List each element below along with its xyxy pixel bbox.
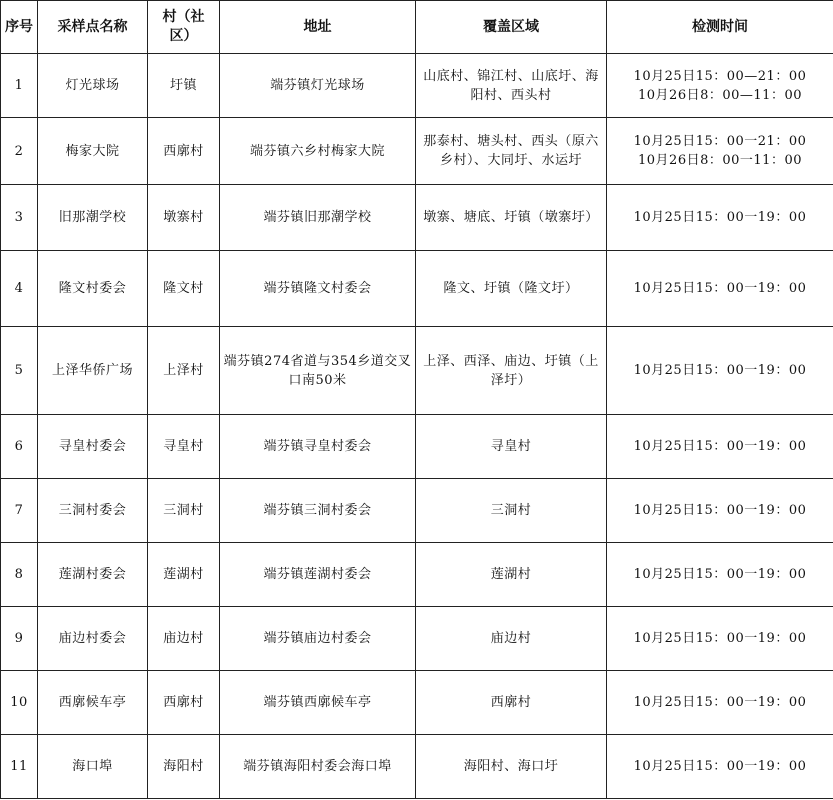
cell-no: 10 <box>1 671 38 735</box>
cell-test-time <box>607 415 833 479</box>
header-site-name: 采样点名称 <box>38 1 148 54</box>
cell-coverage: 海阳村、海口圩 <box>416 735 607 799</box>
cell-test-time <box>607 118 833 185</box>
test-time-line: 10月25日15：00一19：00 <box>633 210 807 225</box>
cell-address: 端芬镇寻皇村委会 <box>220 415 416 479</box>
cell-coverage: 寻皇村 <box>416 415 607 479</box>
cell-coverage: 山底村、锦江村、山底圩、海阳村、西头村 <box>416 54 607 118</box>
cell-test-time <box>607 54 833 118</box>
cell-no: 5 <box>1 327 38 415</box>
table-row <box>1 251 833 327</box>
cell-test-time <box>607 479 833 543</box>
table-row <box>1 735 833 799</box>
test-time-line: 10月25日15：00一19：00 <box>633 567 807 582</box>
table-row <box>1 118 833 185</box>
cell-village: 庙边村 <box>148 607 220 671</box>
cell-address: 端芬镇灯光球场 <box>220 54 416 118</box>
cell-site-name: 三洞村委会 <box>38 479 148 543</box>
cell-site-name: 隆文村委会 <box>38 251 148 327</box>
cell-coverage: 那泰村、塘头村、西头（原六乡村）、大同圩、水运圩 <box>416 118 607 185</box>
cell-test-time <box>607 543 833 607</box>
cell-address: 端芬镇旧那潮学校 <box>220 185 416 251</box>
test-time-line: 10月25日15：00一19：00 <box>633 759 807 774</box>
cell-village: 莲湖村 <box>148 543 220 607</box>
cell-site-name: 梅家大院 <box>38 118 148 185</box>
test-time-line: 10月26日8：00一11：00 <box>638 153 802 168</box>
cell-site-name: 灯光球场 <box>38 54 148 118</box>
cell-coverage: 上泽、西泽、庙边、圩镇（上泽圩） <box>416 327 607 415</box>
cell-site-name: 莲湖村委会 <box>38 543 148 607</box>
cell-address: 端芬镇三洞村委会 <box>220 479 416 543</box>
cell-no: 1 <box>1 54 38 118</box>
cell-coverage: 隆文、圩镇（隆文圩） <box>416 251 607 327</box>
cell-address: 端芬镇莲湖村委会 <box>220 543 416 607</box>
table-row <box>1 671 833 735</box>
table-row <box>1 185 833 251</box>
cell-village: 西廓村 <box>148 671 220 735</box>
cell-coverage: 墩寨、塘底、圩镇（墩寨圩） <box>416 185 607 251</box>
cell-village: 寻皇村 <box>148 415 220 479</box>
test-time-line: 10月25日15：00一19：00 <box>633 695 807 710</box>
test-time-line: 10月25日15：00—21：00 <box>633 68 807 84</box>
test-time-line: 10月25日15：00一21：00 <box>633 134 807 149</box>
cell-no: 8 <box>1 543 38 607</box>
cell-address: 端芬镇庙边村委会 <box>220 607 416 671</box>
test-time-line: 10月26日8：00—11：00 <box>638 87 802 103</box>
test-time-line: 10月25日15：00一19：00 <box>633 363 807 378</box>
cell-test-time <box>607 607 833 671</box>
cell-test-time <box>607 251 833 327</box>
header-coverage: 覆盖区域 <box>416 1 607 54</box>
cell-site-name: 寻皇村委会 <box>38 415 148 479</box>
header-row <box>1 1 833 54</box>
table-row <box>1 327 833 415</box>
cell-site-name: 旧那潮学校 <box>38 185 148 251</box>
table-row <box>1 543 833 607</box>
header-address: 地址 <box>220 1 416 54</box>
cell-village: 隆文村 <box>148 251 220 327</box>
cell-address: 端芬镇隆文村委会 <box>220 251 416 327</box>
cell-coverage: 西廓村 <box>416 671 607 735</box>
cell-site-name: 西廓候车亭 <box>38 671 148 735</box>
cell-village: 三洞村 <box>148 479 220 543</box>
cell-no: 2 <box>1 118 38 185</box>
cell-test-time <box>607 671 833 735</box>
cell-coverage: 莲湖村 <box>416 543 607 607</box>
cell-address: 端芬镇海阳村委会海口埠 <box>220 735 416 799</box>
header-village: 村（社区） <box>148 1 220 54</box>
header-test-time: 检测时间 <box>607 1 833 54</box>
cell-village: 圩镇 <box>148 54 220 118</box>
cell-test-time <box>607 185 833 251</box>
cell-village: 西廓村 <box>148 118 220 185</box>
cell-test-time <box>607 735 833 799</box>
cell-address: 端芬镇274省道与354乡道交叉口南50米 <box>220 327 416 415</box>
cell-no: 3 <box>1 185 38 251</box>
test-time-line: 10月25日15：00一19：00 <box>633 281 807 296</box>
cell-no: 4 <box>1 251 38 327</box>
test-time-line: 10月25日15：00一19：00 <box>633 439 807 454</box>
table-row <box>1 479 833 543</box>
header-no: 序号 <box>1 1 38 54</box>
cell-test-time <box>607 327 833 415</box>
cell-address: 端芬镇西廓候车亭 <box>220 671 416 735</box>
table-row <box>1 607 833 671</box>
cell-coverage: 庙边村 <box>416 607 607 671</box>
cell-village: 海阳村 <box>148 735 220 799</box>
table-row <box>1 54 833 118</box>
cell-no: 11 <box>1 735 38 799</box>
cell-site-name: 庙边村委会 <box>38 607 148 671</box>
table-row <box>1 415 833 479</box>
cell-no: 6 <box>1 415 38 479</box>
cell-address: 端芬镇六乡村梅家大院 <box>220 118 416 185</box>
cell-no: 7 <box>1 479 38 543</box>
cell-village: 墩寨村 <box>148 185 220 251</box>
cell-no: 9 <box>1 607 38 671</box>
cell-site-name: 上泽华侨广场 <box>38 327 148 415</box>
cell-site-name: 海口埠 <box>38 735 148 799</box>
cell-village: 上泽村 <box>148 327 220 415</box>
test-time-line: 10月25日15：00一19：00 <box>633 631 807 646</box>
cell-coverage: 三洞村 <box>416 479 607 543</box>
test-time-line: 10月25日15：00一19：00 <box>633 503 807 518</box>
